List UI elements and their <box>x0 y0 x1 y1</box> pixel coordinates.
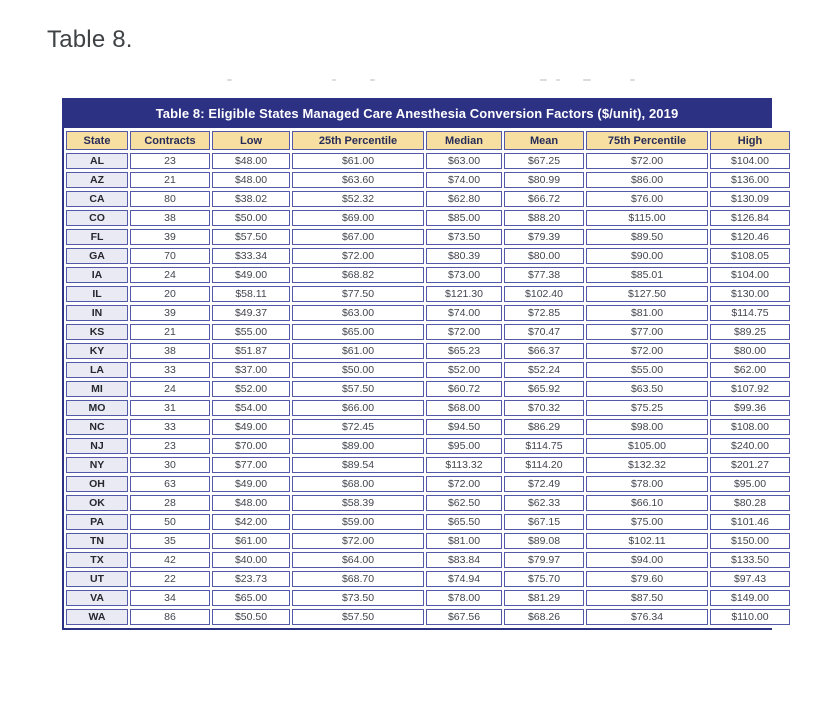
col-header-high: High <box>710 131 790 150</box>
state-cell: CO <box>66 210 128 226</box>
col-header-contracts: Contracts <box>130 131 210 150</box>
value-cell: $52.24 <box>504 362 584 378</box>
value-cell: $86.00 <box>586 172 708 188</box>
value-cell: $49.00 <box>212 476 290 492</box>
value-cell: 33 <box>130 362 210 378</box>
value-cell: $80.28 <box>710 495 790 511</box>
state-cell: TX <box>66 552 128 568</box>
state-cell: KS <box>66 324 128 340</box>
value-cell: 30 <box>130 457 210 473</box>
value-cell: $72.00 <box>426 324 502 340</box>
value-cell: $89.08 <box>504 533 584 549</box>
state-cell: IN <box>66 305 128 321</box>
value-cell: $51.87 <box>212 343 290 359</box>
value-cell: $240.00 <box>710 438 790 454</box>
value-cell: $50.00 <box>292 362 424 378</box>
value-cell: $52.32 <box>292 191 424 207</box>
value-cell: 23 <box>130 438 210 454</box>
value-cell: $132.32 <box>586 457 708 473</box>
value-cell: $101.46 <box>710 514 790 530</box>
table-row <box>66 324 790 340</box>
value-cell: $76.00 <box>586 191 708 207</box>
value-cell: 35 <box>130 533 210 549</box>
value-cell: 38 <box>130 343 210 359</box>
table-row <box>66 571 790 587</box>
value-cell: $49.00 <box>212 419 290 435</box>
value-cell: 42 <box>130 552 210 568</box>
value-cell: $72.00 <box>426 476 502 492</box>
table-row <box>66 533 790 549</box>
value-cell: 80 <box>130 191 210 207</box>
value-cell: $61.00 <box>292 153 424 169</box>
value-cell: 50 <box>130 514 210 530</box>
value-cell: $48.00 <box>212 153 290 169</box>
state-cell: AL <box>66 153 128 169</box>
value-cell: $201.27 <box>710 457 790 473</box>
value-cell: $70.47 <box>504 324 584 340</box>
state-cell: LA <box>66 362 128 378</box>
value-cell: $133.50 <box>710 552 790 568</box>
table-row <box>66 210 790 226</box>
value-cell: $40.00 <box>212 552 290 568</box>
value-cell: $37.00 <box>212 362 290 378</box>
col-header-low: Low <box>212 131 290 150</box>
table-row <box>66 495 790 511</box>
table-header <box>66 131 790 150</box>
page-title: Table 8. <box>47 26 133 53</box>
value-cell: $89.00 <box>292 438 424 454</box>
value-cell: $77.50 <box>292 286 424 302</box>
value-cell: $86.29 <box>504 419 584 435</box>
value-cell: $59.00 <box>292 514 424 530</box>
data-table <box>64 128 792 628</box>
value-cell: $130.00 <box>710 286 790 302</box>
value-cell: $55.00 <box>212 324 290 340</box>
state-cell: CA <box>66 191 128 207</box>
table-row <box>66 229 790 245</box>
value-cell: $72.00 <box>586 153 708 169</box>
value-cell: $79.39 <box>504 229 584 245</box>
table-row <box>66 286 790 302</box>
value-cell: $57.50 <box>292 381 424 397</box>
value-cell: $65.50 <box>426 514 502 530</box>
state-cell: TN <box>66 533 128 549</box>
value-cell: $66.72 <box>504 191 584 207</box>
state-cell: IL <box>66 286 128 302</box>
value-cell: $62.33 <box>504 495 584 511</box>
value-cell: $75.00 <box>586 514 708 530</box>
value-cell: 22 <box>130 571 210 587</box>
state-cell: MI <box>66 381 128 397</box>
value-cell: 31 <box>130 400 210 416</box>
value-cell: $58.11 <box>212 286 290 302</box>
value-cell: $85.00 <box>426 210 502 226</box>
value-cell: $61.00 <box>212 533 290 549</box>
value-cell: $90.00 <box>586 248 708 264</box>
value-cell: $102.11 <box>586 533 708 549</box>
state-cell: KY <box>66 343 128 359</box>
value-cell: $63.00 <box>426 153 502 169</box>
value-cell: $66.00 <box>292 400 424 416</box>
value-cell: $68.26 <box>504 609 584 625</box>
value-cell: $107.92 <box>710 381 790 397</box>
table-row <box>66 476 790 492</box>
value-cell: $50.50 <box>212 609 290 625</box>
value-cell: $89.54 <box>292 457 424 473</box>
value-cell: $72.00 <box>292 248 424 264</box>
table-row <box>66 457 790 473</box>
value-cell: 20 <box>130 286 210 302</box>
value-cell: $72.45 <box>292 419 424 435</box>
value-cell: $110.00 <box>710 609 790 625</box>
value-cell: $114.75 <box>504 438 584 454</box>
value-cell: $121.30 <box>426 286 502 302</box>
value-cell: $66.10 <box>586 495 708 511</box>
value-cell: $49.00 <box>212 267 290 283</box>
value-cell: 21 <box>130 172 210 188</box>
value-cell: $64.00 <box>292 552 424 568</box>
state-cell: AZ <box>66 172 128 188</box>
value-cell: $102.40 <box>504 286 584 302</box>
value-cell: $77.00 <box>212 457 290 473</box>
value-cell: 63 <box>130 476 210 492</box>
value-cell: $42.00 <box>212 514 290 530</box>
col-header-median: Median <box>426 131 502 150</box>
value-cell: $80.99 <box>504 172 584 188</box>
value-cell: $88.20 <box>504 210 584 226</box>
state-cell: NC <box>66 419 128 435</box>
value-cell: $69.00 <box>292 210 424 226</box>
value-cell: $62.50 <box>426 495 502 511</box>
value-cell: $130.09 <box>710 191 790 207</box>
table-row <box>66 248 790 264</box>
value-cell: $77.38 <box>504 267 584 283</box>
table-row <box>66 400 790 416</box>
value-cell: $62.80 <box>426 191 502 207</box>
value-cell: $79.97 <box>504 552 584 568</box>
value-cell: $72.85 <box>504 305 584 321</box>
value-cell: $74.00 <box>426 305 502 321</box>
state-cell: WA <box>66 609 128 625</box>
table-row <box>66 438 790 454</box>
value-cell: $80.39 <box>426 248 502 264</box>
value-cell: $83.84 <box>426 552 502 568</box>
state-cell: NY <box>66 457 128 473</box>
state-cell: NJ <box>66 438 128 454</box>
value-cell: $68.00 <box>426 400 502 416</box>
value-cell: 28 <box>130 495 210 511</box>
value-cell: $99.36 <box>710 400 790 416</box>
col-header-state: State <box>66 131 128 150</box>
state-cell: MO <box>66 400 128 416</box>
value-cell: $67.15 <box>504 514 584 530</box>
table-row <box>66 267 790 283</box>
value-cell: $23.73 <box>212 571 290 587</box>
table-row <box>66 305 790 321</box>
table-row <box>66 191 790 207</box>
value-cell: $49.37 <box>212 305 290 321</box>
state-cell: VA <box>66 590 128 606</box>
value-cell: $57.50 <box>212 229 290 245</box>
value-cell: $114.20 <box>504 457 584 473</box>
value-cell: $72.00 <box>292 533 424 549</box>
table-row <box>66 552 790 568</box>
table-row <box>66 362 790 378</box>
value-cell: $68.70 <box>292 571 424 587</box>
value-cell: $68.82 <box>292 267 424 283</box>
value-cell: 86 <box>130 609 210 625</box>
value-cell: $108.05 <box>710 248 790 264</box>
value-cell: $80.00 <box>710 343 790 359</box>
value-cell: $72.49 <box>504 476 584 492</box>
value-cell: $115.00 <box>586 210 708 226</box>
value-cell: $127.50 <box>586 286 708 302</box>
state-cell: GA <box>66 248 128 264</box>
value-cell: $63.00 <box>292 305 424 321</box>
value-cell: $72.00 <box>586 343 708 359</box>
value-cell: $70.32 <box>504 400 584 416</box>
value-cell: $48.00 <box>212 495 290 511</box>
value-cell: $52.00 <box>426 362 502 378</box>
value-cell: $74.94 <box>426 571 502 587</box>
value-cell: $94.00 <box>586 552 708 568</box>
value-cell: $57.50 <box>292 609 424 625</box>
value-cell: $73.50 <box>426 229 502 245</box>
value-cell: $95.00 <box>710 476 790 492</box>
value-cell: $79.60 <box>586 571 708 587</box>
value-cell: $60.72 <box>426 381 502 397</box>
value-cell: 21 <box>130 324 210 340</box>
value-cell: $149.00 <box>710 590 790 606</box>
value-cell: 39 <box>130 229 210 245</box>
cropped-text-artifact <box>0 79 828 82</box>
value-cell: $65.92 <box>504 381 584 397</box>
table-row <box>66 172 790 188</box>
value-cell: $120.46 <box>710 229 790 245</box>
value-cell: $94.50 <box>426 419 502 435</box>
value-cell: 33 <box>130 419 210 435</box>
value-cell: $65.23 <box>426 343 502 359</box>
value-cell: $65.00 <box>212 590 290 606</box>
value-cell: $95.00 <box>426 438 502 454</box>
value-cell: 38 <box>130 210 210 226</box>
value-cell: $104.00 <box>710 267 790 283</box>
value-cell: $33.34 <box>212 248 290 264</box>
table-row <box>66 609 790 625</box>
value-cell: $67.25 <box>504 153 584 169</box>
value-cell: $74.00 <box>426 172 502 188</box>
value-cell: $81.00 <box>586 305 708 321</box>
state-cell: OH <box>66 476 128 492</box>
state-cell: OK <box>66 495 128 511</box>
value-cell: $54.00 <box>212 400 290 416</box>
value-cell: $65.00 <box>292 324 424 340</box>
value-cell: $87.50 <box>586 590 708 606</box>
state-cell: PA <box>66 514 128 530</box>
col-header-mean: Mean <box>504 131 584 150</box>
value-cell: $78.00 <box>426 590 502 606</box>
value-cell: $76.34 <box>586 609 708 625</box>
table-row <box>66 153 790 169</box>
value-cell: $48.00 <box>212 172 290 188</box>
value-cell: $113.32 <box>426 457 502 473</box>
value-cell: $58.39 <box>292 495 424 511</box>
value-cell: $104.00 <box>710 153 790 169</box>
col-header-25th-percentile: 25th Percentile <box>292 131 424 150</box>
value-cell: $68.00 <box>292 476 424 492</box>
value-cell: $114.75 <box>710 305 790 321</box>
value-cell: 23 <box>130 153 210 169</box>
value-cell: $73.00 <box>426 267 502 283</box>
value-cell: $77.00 <box>586 324 708 340</box>
table-row <box>66 419 790 435</box>
table-row <box>66 514 790 530</box>
value-cell: $81.00 <box>426 533 502 549</box>
value-cell: $108.00 <box>710 419 790 435</box>
value-cell: $62.00 <box>710 362 790 378</box>
value-cell: $55.00 <box>586 362 708 378</box>
value-cell: $98.00 <box>586 419 708 435</box>
value-cell: $89.25 <box>710 324 790 340</box>
state-cell: IA <box>66 267 128 283</box>
value-cell: $89.50 <box>586 229 708 245</box>
value-cell: $50.00 <box>212 210 290 226</box>
value-cell: $78.00 <box>586 476 708 492</box>
value-cell: $75.70 <box>504 571 584 587</box>
value-cell: $38.02 <box>212 191 290 207</box>
value-cell: $61.00 <box>292 343 424 359</box>
value-cell: $66.37 <box>504 343 584 359</box>
table-row <box>66 381 790 397</box>
value-cell: $52.00 <box>212 381 290 397</box>
value-cell: $150.00 <box>710 533 790 549</box>
value-cell: 24 <box>130 381 210 397</box>
value-cell: $126.84 <box>710 210 790 226</box>
col-header-75th-percentile: 75th Percentile <box>586 131 708 150</box>
value-cell: $63.50 <box>586 381 708 397</box>
value-cell: 70 <box>130 248 210 264</box>
conversion-factors-table <box>62 98 772 630</box>
value-cell: $70.00 <box>212 438 290 454</box>
header-row <box>66 131 790 150</box>
value-cell: $97.43 <box>710 571 790 587</box>
value-cell: $67.56 <box>426 609 502 625</box>
value-cell: $67.00 <box>292 229 424 245</box>
table-row <box>66 590 790 606</box>
value-cell: $85.01 <box>586 267 708 283</box>
state-cell: FL <box>66 229 128 245</box>
table-body <box>66 153 790 625</box>
value-cell: $73.50 <box>292 590 424 606</box>
value-cell: 24 <box>130 267 210 283</box>
value-cell: 34 <box>130 590 210 606</box>
state-cell: UT <box>66 571 128 587</box>
value-cell: $63.60 <box>292 172 424 188</box>
value-cell: $105.00 <box>586 438 708 454</box>
value-cell: $81.29 <box>504 590 584 606</box>
value-cell: $75.25 <box>586 400 708 416</box>
table-row <box>66 343 790 359</box>
table-title: Table 8: Eligible States Managed Care Anesthesia Conversion Factors ($/unit), 2019 <box>64 100 770 128</box>
value-cell: $136.00 <box>710 172 790 188</box>
value-cell: $80.00 <box>504 248 584 264</box>
value-cell: 39 <box>130 305 210 321</box>
